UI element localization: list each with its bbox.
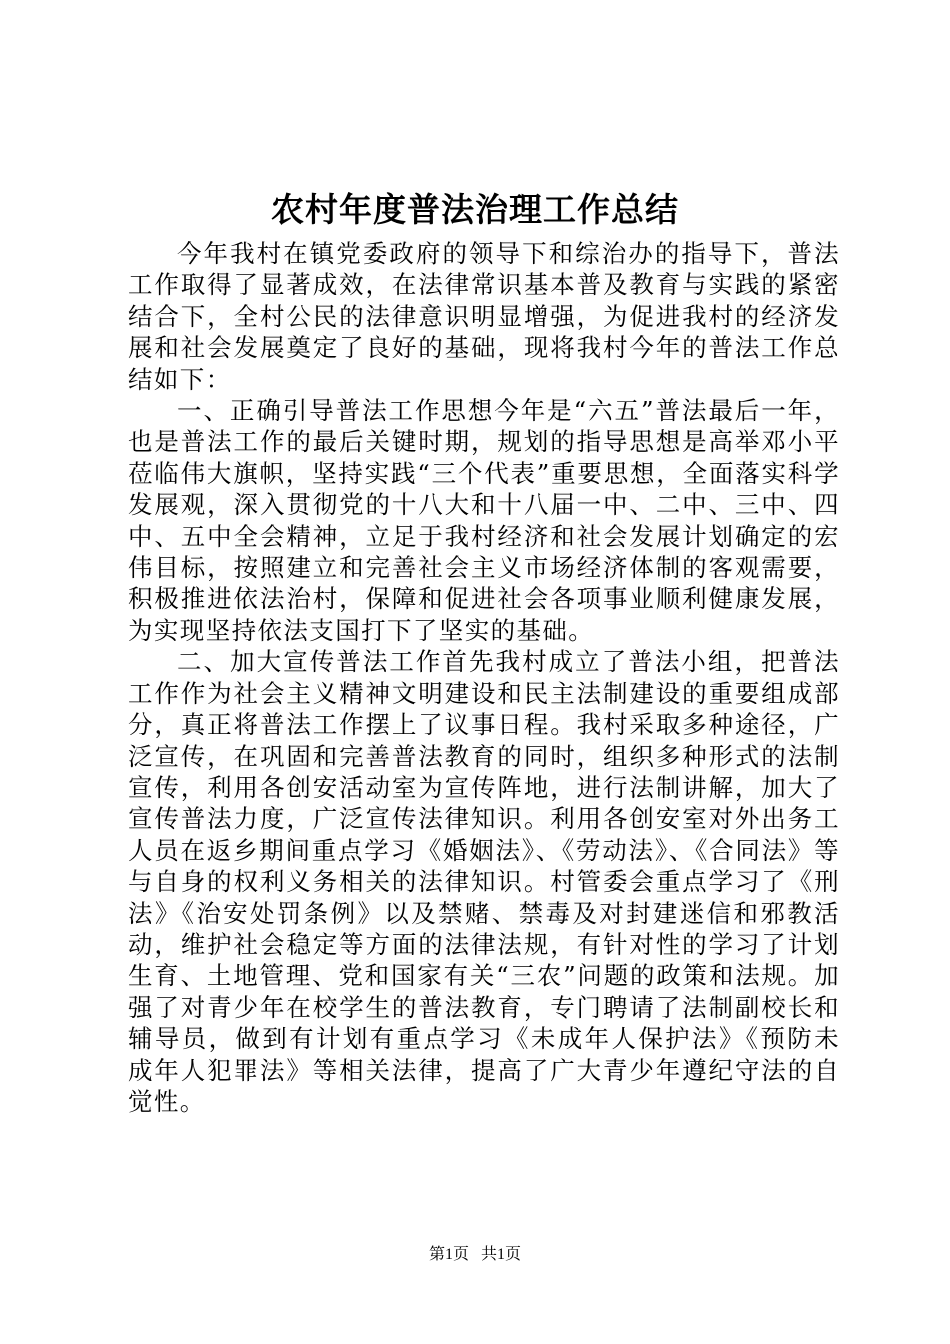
document-body — [128, 238, 840, 1117]
paragraph-section-one: 一、正确引导普法工作思想今年是“六五”普法最后一年，也是普法工作的最后关键时期，规划的指导思想是高举邓小平莅临伟大旗帜，坚持实践“三个代表”重要思想，全面落实科学发展观，深入贯彻党的十八大和十八届一中、二中、三中、四中、五中全会精神，立足于我村经济和社会发展计划确定的宏伟目标，按照建立和完善社会主义市场经济体制的客观需要，积极推进依法治村，保障和促进社会各项事业顺利健康发展，为实现坚持依法支国打下了坚实的基础。 — [128, 396, 840, 645]
paragraph-section-two: 二、加大宣传普法工作首先我村成立了普法小组，把普法工作作为社会主义精神文明建设和民主法制建设的重要组成部分，真正将普法工作摆上了议事日程。我村采取多种途径，广泛宣传，在巩固和完善普法教育的同时，组织多种形式的法制宣传，利用各创安活动室为宣传阵地，进行法制讲解，加大了宣传普法力度，广泛宣传法律知识。利用各创安室对外出务工人员在返乡期间重点学习《婚姻法》、《劳动法》、《合同法》等与自身的权利义务相关的法律知识。村管委会重点学习了《刑法》《治安处罚条例》以及禁赌、禁毒及对封建迷信和邪教活动，维护社会稳定等方面的法律法规，有针对性的学习了计划生育、土地管理、党和国家有关“三农”问题的政策和法规。加强了对青少年在校学生的普法教育，专门聘请了法制副校长和辅导员，做到有计划有重点学习《未成年人保护法》《预防未成年人犯罪法》等相关法律，提高了广大青少年遵纪守法的自觉性。 — [128, 647, 840, 1116]
document-title: 农村年度普法治理工作总结 — [271, 190, 679, 229]
page-footer: 第1页 共1页 — [428, 1246, 521, 1263]
paragraph-intro: 今年我村在镇党委政府的领导下和综治办的指导下，普法工作取得了显著成效，在法律常识基本普及教育与实践的紧密结合下，全村公民的法律意识明显增强，为促进我村的经济发展和社会发展奠定了良好的基础，现将我村今年的普法工作总结如下： — [128, 239, 840, 394]
